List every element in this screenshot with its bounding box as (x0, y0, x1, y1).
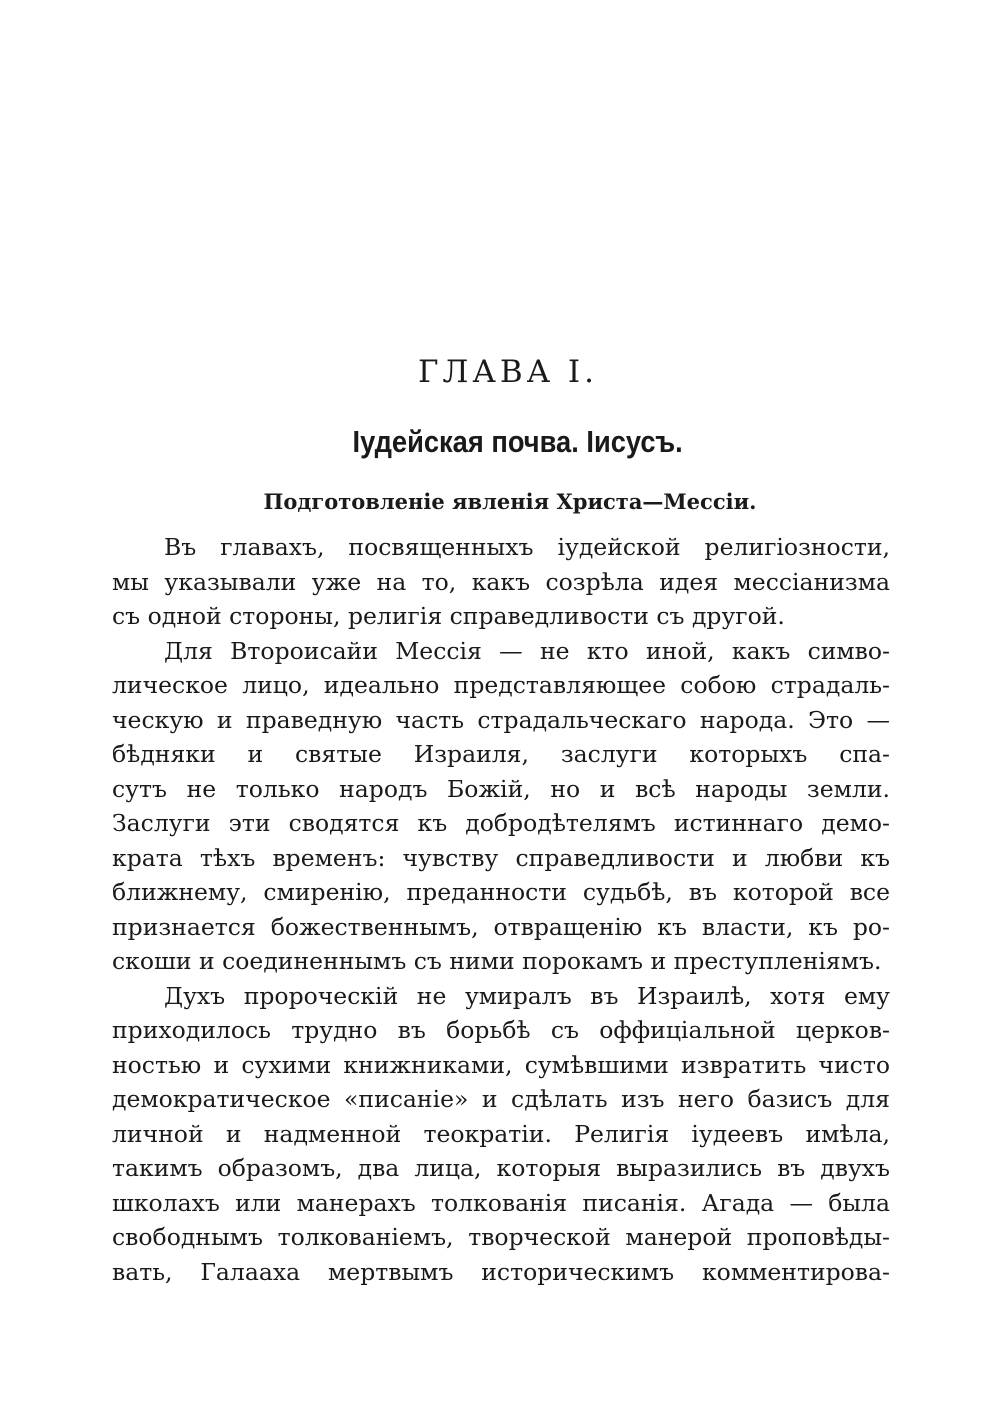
chapter-number: ГЛАВА I. (417, 354, 599, 390)
text-line: вать, Галааха мертвымъ историческимъ комментирова- (112, 1257, 890, 1286)
text-line: сутъ не только народъ Божій, но и всѣ народы земли. (112, 774, 890, 803)
text-line: демократическое «писаніе» и сдѣлать изъ него базисъ для (112, 1085, 890, 1113)
text-line: ностью и сухими книжниками, сумѣвшими извратить чисто (112, 1050, 890, 1079)
text-line: лическое лицо, идеально представляющее собою страдаль- (112, 671, 890, 699)
text-line: Для Второисайи Мессія — не кто иной, какъ симво- (164, 636, 890, 665)
text-line: скоши и соединеннымъ съ ними порокамъ и преступленіямъ. (112, 947, 882, 975)
text-line: Заслуги эти сводятся къ добродѣтелямъ истиннаго демо- (112, 809, 890, 837)
text-line: съ одной стороны, религія справедливости съ другой. (112, 602, 785, 630)
text-line: бѣдняки и святые Израиля, заслуги которыхъ спа- (112, 740, 890, 768)
text-line: Въ главахъ, посвященныхъ іудейской религіозности, (164, 533, 890, 561)
text-line: свободнымъ толкованіемъ, творческой манерой проповѣды- (112, 1223, 890, 1251)
chapter-title: Іудейская почва. Іисусъ. (352, 424, 683, 459)
text-line: крата тѣхъ временъ: чувству справедливости и любви къ (112, 843, 890, 872)
text-line: ческую и праведную часть страдальческаго народа. Это — (112, 705, 890, 734)
text-line: мы указывали уже на то, какъ созрѣла идея мессіанизма (112, 567, 890, 596)
text-line: школахъ или манерахъ толкованія писанія. Агада — была (112, 1188, 890, 1217)
text-line: приходилось трудно въ борьбѣ съ оффиціальной церков- (112, 1016, 890, 1044)
text-line: личной и надменной теократіи. Религія іудеевъ имѣла, (112, 1119, 890, 1148)
text-line: ближнему, смиренію, преданности судьбѣ, въ которой все (112, 878, 890, 906)
body-text (112, 530, 890, 1289)
chapter-subtitle: Подготовленіе явленія Христа—Мессіи. (263, 489, 757, 514)
text-line: такимъ образомъ, два лица, которыя выразились въ двухъ (112, 1154, 890, 1182)
text-line: признается божественнымъ, отвращенію къ власти, къ ро- (112, 912, 890, 941)
text-line: Духъ пророческій не умиралъ въ Израилѣ, хотя ему (164, 981, 890, 1010)
